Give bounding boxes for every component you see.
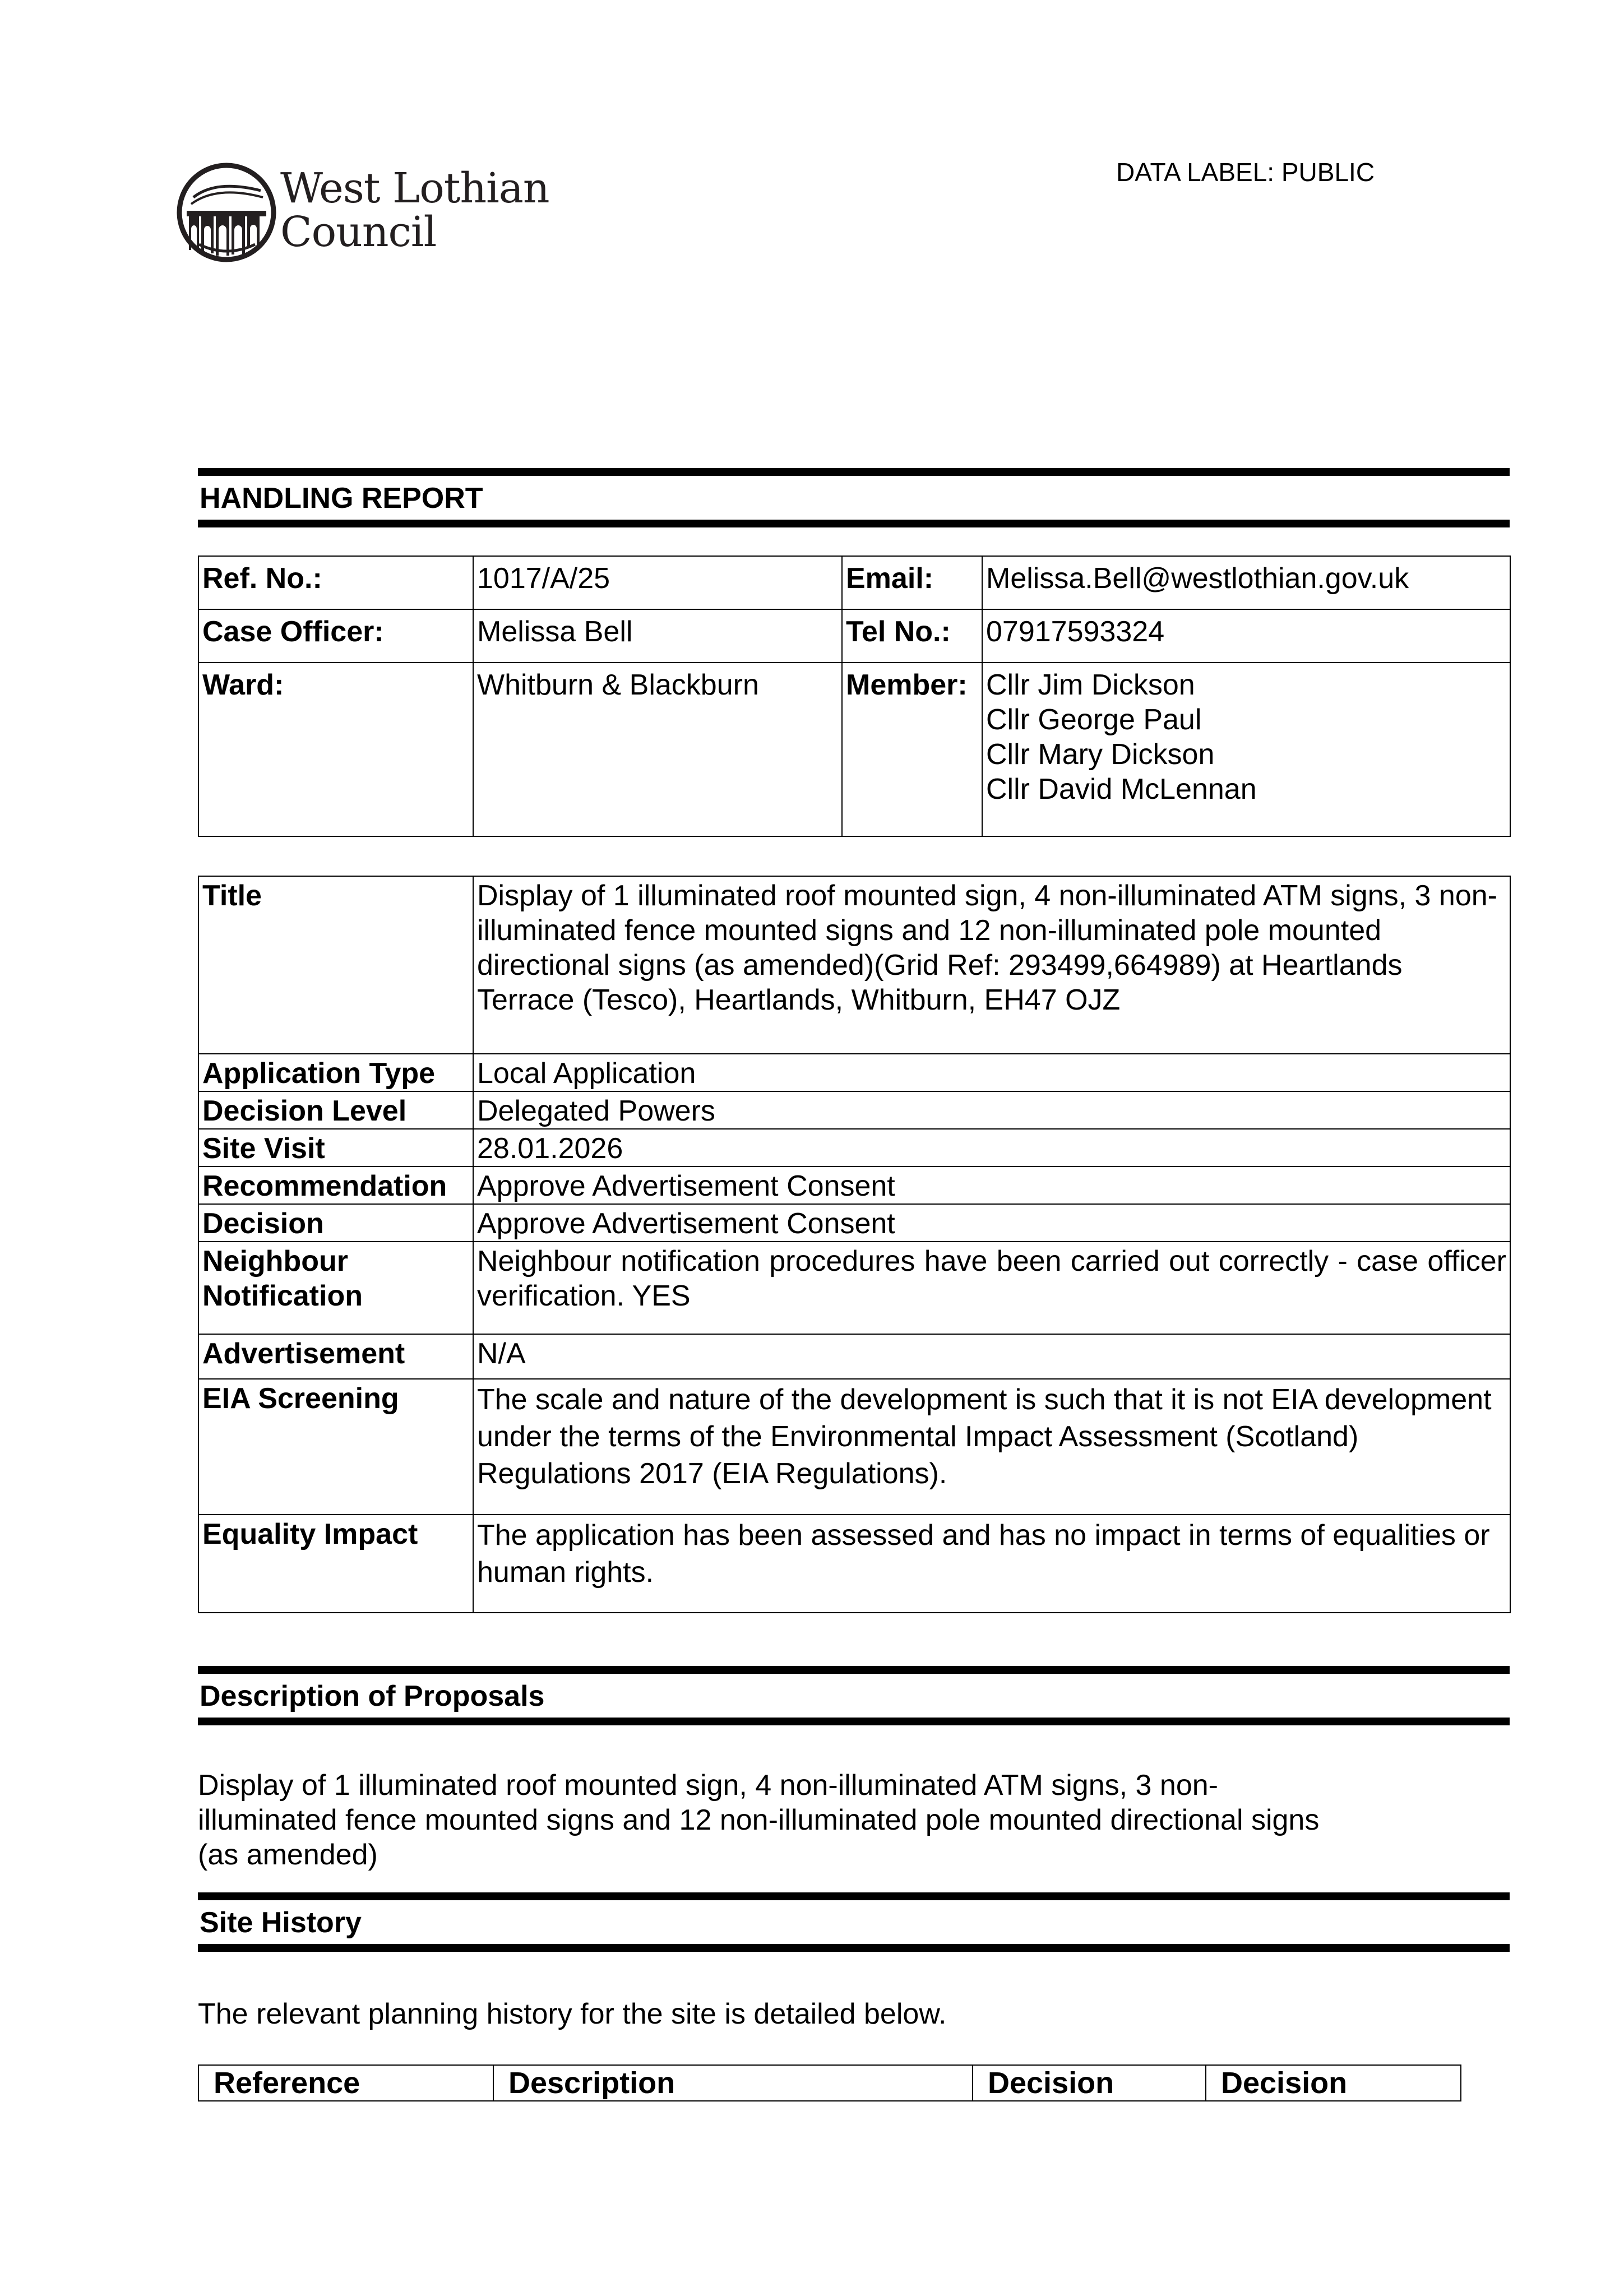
equality-impact-value: The application has been assessed and has no impact in terms of equalities or human rights. bbox=[473, 1515, 1510, 1613]
eia-screening-value: The scale and nature of the development is such that it is not EIA development under the terms of the Environmental Impact Assessment (Scotland) Regulations 2017 (EIA Regulations). bbox=[473, 1379, 1510, 1515]
neighbour-notification-label bbox=[198, 1242, 473, 1334]
column-header-description: Description bbox=[493, 2065, 973, 2101]
member-item: Cllr Mary Dickson bbox=[986, 738, 1215, 771]
table-row bbox=[198, 1379, 1510, 1515]
heading-rule-bottom bbox=[198, 1718, 1510, 1725]
neighbour-label-line: Notification bbox=[202, 1280, 363, 1312]
site-history-heading bbox=[198, 1892, 1510, 1952]
ref-value: 1017/A/25 bbox=[473, 556, 842, 609]
case-officer-value: Melissa Bell bbox=[473, 609, 842, 663]
table-row bbox=[198, 663, 1510, 836]
logo-line-2: Council bbox=[280, 208, 437, 256]
application-details-table bbox=[198, 876, 1511, 1613]
table-row bbox=[198, 1515, 1510, 1613]
site-visit-label: Site Visit bbox=[198, 1129, 473, 1166]
member-item: Cllr David McLennan bbox=[986, 773, 1257, 806]
decision-label: Decision bbox=[198, 1204, 473, 1242]
case-info-table bbox=[198, 556, 1511, 837]
column-header-reference: Reference bbox=[198, 2065, 493, 2101]
table-row bbox=[198, 1166, 1510, 1204]
logo-line-1: West Lothian bbox=[280, 164, 549, 212]
ref-label: Ref. No.: bbox=[198, 556, 473, 609]
table-row bbox=[198, 1334, 1510, 1379]
table-row bbox=[198, 1242, 1510, 1334]
case-officer-label: Case Officer: bbox=[198, 609, 473, 663]
site-history-table bbox=[198, 2064, 1461, 2101]
proposals-text bbox=[198, 1768, 1319, 1872]
recommendation-value: Approve Advertisement Consent bbox=[473, 1166, 1510, 1204]
advertisement-label: Advertisement bbox=[198, 1334, 473, 1379]
heading-rule-top bbox=[198, 1666, 1510, 1674]
table-row bbox=[198, 609, 1510, 663]
member-list bbox=[982, 663, 1510, 836]
council-wordmark bbox=[280, 166, 549, 254]
ward-value: Whitburn & Blackburn bbox=[473, 663, 842, 836]
table-row bbox=[198, 1129, 1510, 1166]
email-label: Email: bbox=[842, 556, 982, 609]
heading-rule-top bbox=[198, 1892, 1510, 1900]
table-row bbox=[198, 1054, 1510, 1091]
section-title: Description of Proposals bbox=[200, 1680, 545, 1712]
application-type-value: Local Application bbox=[473, 1054, 1510, 1091]
neighbour-label-line: Neighbour bbox=[202, 1245, 348, 1277]
tel-value: 07917593324 bbox=[982, 609, 1510, 663]
tel-label: Tel No.: bbox=[842, 609, 982, 663]
table-header-row bbox=[198, 2065, 1461, 2101]
eia-screening-label: EIA Screening bbox=[198, 1379, 473, 1515]
council-emblem-icon bbox=[177, 163, 276, 262]
email-link[interactable]: Melissa.Bell@westlothian.gov.uk bbox=[982, 556, 1510, 609]
column-header-decision: Decision bbox=[973, 2065, 1206, 2101]
decision-value: Approve Advertisement Consent bbox=[473, 1204, 1510, 1242]
heading-rule-bottom bbox=[198, 520, 1510, 527]
section-title: Site History bbox=[200, 1906, 362, 1939]
application-type-label: Application Type bbox=[198, 1054, 473, 1091]
advertisement-value: N/A bbox=[473, 1334, 1510, 1379]
handling-report-heading bbox=[198, 468, 1510, 527]
column-header-decision-date: Decision bbox=[1206, 2065, 1461, 2101]
table-row bbox=[198, 556, 1510, 609]
ward-label: Ward: bbox=[198, 663, 473, 836]
site-visit-value: 28.01.2026 bbox=[473, 1129, 1510, 1166]
neighbour-notification-value: Neighbour notification procedures have been carried out correctly - case officer verification. YES bbox=[473, 1242, 1510, 1334]
proposals-line: illuminated fence mounted signs and 12 non-illuminated pole mounted directional signs bbox=[198, 1804, 1320, 1836]
title-label: Title bbox=[198, 876, 473, 1054]
recommendation-label: Recommendation bbox=[198, 1166, 473, 1204]
title-value: Display of 1 illuminated roof mounted sign, 4 non-illuminated ATM signs, 3 non-illuminated fence mounted signs and 12 non-illuminated pole mounted directional signs (as amended)(Grid Ref: 293499,664989) at Heartlands Terrace (Tesco), Heartlands, Whitburn, EH47 OJZ bbox=[473, 876, 1510, 1054]
proposals-line: Display of 1 illuminated roof mounted sign, 4 non-illuminated ATM signs, 3 non- bbox=[198, 1769, 1218, 1802]
decision-level-value: Delegated Powers bbox=[473, 1091, 1510, 1129]
section-title: HANDLING REPORT bbox=[200, 482, 483, 515]
table-row bbox=[198, 876, 1510, 1054]
heading-rule-bottom bbox=[198, 1944, 1510, 1952]
member-item: Cllr Jim Dickson bbox=[986, 669, 1195, 701]
site-history-intro: The relevant planning history for the site is detailed below. bbox=[198, 1998, 947, 2030]
member-item: Cllr George Paul bbox=[986, 703, 1202, 736]
member-label: Member: bbox=[842, 663, 982, 836]
equality-impact-label: Equality Impact bbox=[198, 1515, 473, 1613]
proposals-line: (as amended) bbox=[198, 1839, 378, 1871]
data-label: DATA LABEL: PUBLIC bbox=[1116, 158, 1375, 187]
council-logo bbox=[177, 160, 558, 272]
decision-level-label: Decision Level bbox=[198, 1091, 473, 1129]
table-row bbox=[198, 1204, 1510, 1242]
table-row bbox=[198, 1091, 1510, 1129]
heading-rule-top bbox=[198, 468, 1510, 476]
description-of-proposals-heading bbox=[198, 1666, 1510, 1725]
